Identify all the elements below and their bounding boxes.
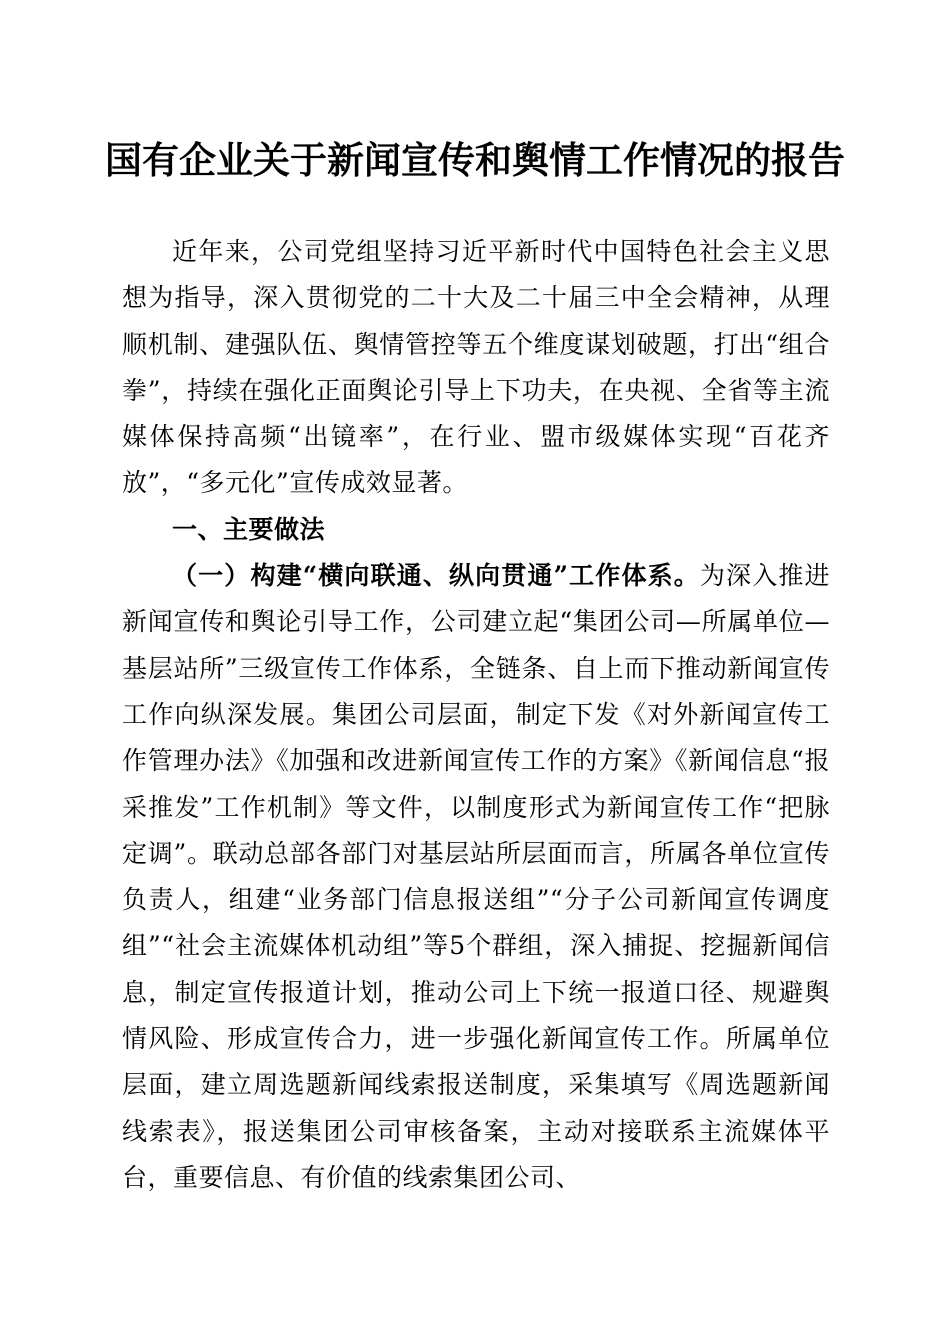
subsection-heading: （一）构建“横向联通、纵向贯通”工作体系。 — [172, 561, 700, 591]
subsection-paragraph — [122, 553, 830, 1201]
section-heading-main-practices: 一、主要做法 — [172, 514, 326, 544]
document-title: 国有企业关于新闻宣传和舆情工作情况的报告 — [105, 138, 845, 182]
document-body — [122, 229, 830, 1201]
subsection-text: 为深入推进新闻宣传和舆论引导工作，公司建立起“集团公司—所属单位—基层站所”三级宣传工作体系，全链条、自上而下推动新闻宣传工作向纵深发展。集团公司层面，制定下发《对外新闻宣传工作管理办法》《加强和改进新闻宣传工作的方案》《新闻信息“报采推发”工作机制》等文件，以制度形式为新闻宣传工作“把脉定调”。联动总部各部门对基层站所层面而言，所属各单位宣传负责人，组建“业务部门信息报送组”“分子公司新闻宣传调度组”“社会主流媒体机动组”等5个群组，深入捕捉、挖掘新闻信息，制定宣传报道计划，推动公司上下统一报道口径、规避舆情风险、形成宣传合力，进一步强化新闻宣传工作。所属单位层面，建立周选题新闻线索报送制度，采集填写《周选题新闻线索表》，报送集团公司审核备案，主动对接联系主流媒体平台，重要信息、有价值的线索集团公司、 — [122, 561, 830, 1192]
intro-paragraph: 近年来，公司党组坚持习近平新时代中国特色社会主义思想为指导，深入贯彻党的二十大及二十届三中全会精神，从理顺机制、建强队伍、舆情管控等五个维度谋划破题，打出“组合拳”，持续在强化正面舆论引导上下功夫，在央视、全省等主流媒体保持高频“出镜率”，在行业、盟市级媒体实现“百花齐放”，“多元化”宣传成效显著。 — [122, 237, 830, 498]
